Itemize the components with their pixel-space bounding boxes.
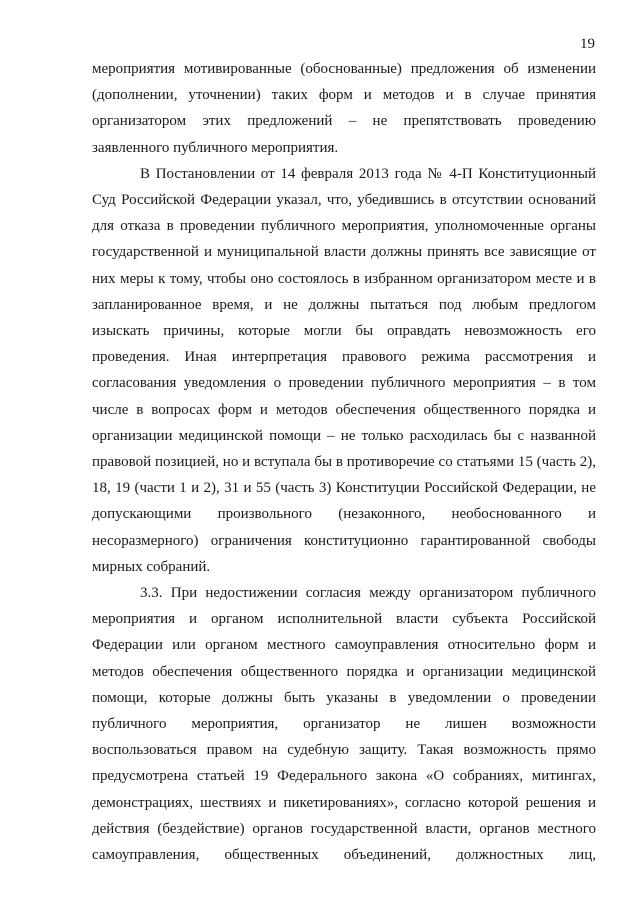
- paragraph-section-3-3: 3.3. При недостижении согласия между организатором публичного мероприятия и органом исполнительной власти субъекта Российской Федерации или органом местного самоуправления относительно форм и методов обеспечения общественного порядка и организации медицинской помощи, которые должны быть указаны в уведомлении о проведении публичного мероприятия, организатор не лишен возможности воспользоваться правом на судебную защиту. Такая возможность прямо предусмотрена статьей 19 Федерального закона «О собраниях, митингах, демонстрациях, шествиях и пикетированиях», согласно которой решения и действия (бездействие) органов государственной власти, органов местного самоуправления, общественных объединений, должностных лиц,: [92, 585, 596, 864]
- paragraph-continuation: мероприятия мотивированные (обоснованные) предложения об изменении (дополнении, уточнении) таких форм и методов и в случае принятия организатором этих предложений – не препятствовать проведению заявленного публичного мероприятия.: [92, 61, 596, 156]
- page-number: 19: [580, 36, 595, 52]
- paragraph-constitutional-court-ruling: В Постановлении от 14 февраля 2013 года № 4-П Конституционный Суд Российской Федерации указал, что, убедившись в отсутствии оснований для отказа в проведении публичного мероприятия, уполномоченные органы государственной и муниципальной власти должны принять все зависящие от них меры к тому, чтобы оно состоялось в избранном организатором месте и в запланированное время, и не должны пытаться под любым предлогом изыскать причины, которые могли бы оправдать невозможность его проведения. Иная интерпретация правового режима рассмотрения и согласования уведомления о проведении публичного мероприятия – в том числе в вопросах форм и методов обеспечения общественного порядка и организации медицинской помощи – не только расходилась бы с названной правовой позицией, но и вступала бы в противоречие со статьями 15 (часть 2), 18, 19 (части 1 и 2), 31 и 55 (часть 3) Конституции Российской Федерации, не допускающими произвольного (незаконного, необоснованного и несоразмерного) ограничения конституционно гарантированной свободы мирных собраний.: [92, 165, 596, 575]
- document-body: [92, 56, 596, 868]
